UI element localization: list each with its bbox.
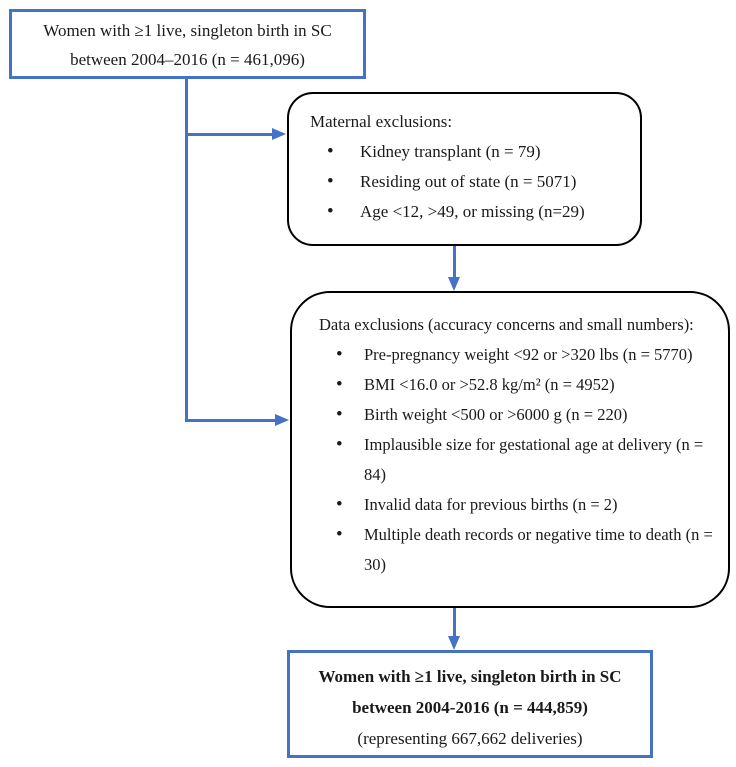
list-item: • Implausible size for gestational age at delivery (n = 84) (319, 430, 722, 490)
maternal-to-data-connector-line (453, 246, 456, 278)
source-box-line2: between 2004–2016 (n = 461,096) (70, 50, 305, 69)
list-item: • Kidney transplant (n = 79) (310, 137, 630, 167)
arrow-down-icon (448, 636, 460, 650)
maternal-exclusions-box (287, 92, 642, 246)
data-exclusions-list (319, 340, 722, 580)
data-exclusions-title: Data exclusions (accuracy concerns and small numbers): (319, 315, 694, 334)
list-item: • Residing out of state (n = 5071) (310, 167, 630, 197)
final-box-line2: between 2004-2016 (n = 444,859) (352, 698, 588, 717)
maternal-exclusions-title: Maternal exclusions: (310, 112, 453, 131)
branch-to-data-exclusions-line (185, 419, 276, 422)
final-box-line1: Women with ≥1 live, singleton birth in SC (318, 667, 622, 686)
arrow-right-icon (275, 414, 289, 426)
arrow-down-icon (448, 277, 460, 291)
branch-to-maternal-exclusions-line (185, 133, 274, 136)
list-item: • Invalid data for previous births (n = 2) (319, 490, 722, 520)
list-item: • Age <12, >49, or missing (n=29) (310, 197, 630, 227)
arrow-right-icon (272, 128, 286, 140)
data-to-final-connector-line (453, 608, 456, 637)
list-item: • Pre-pregnancy weight <92 or >320 lbs (n = 5770) (319, 340, 722, 370)
data-exclusions-box (290, 291, 730, 608)
maternal-exclusions-list (310, 137, 630, 227)
main-vertical-connector-line (185, 79, 188, 422)
final-cohort-box (287, 650, 653, 758)
list-item: • BMI <16.0 or >52.8 kg/m² (n = 4952) (319, 370, 722, 400)
final-box-line3: (representing 667,662 deliveries) (357, 729, 583, 748)
list-item: • Multiple death records or negative time to death (n = 30) (319, 520, 722, 580)
list-item: • Birth weight <500 or >6000 g (n = 220) (319, 400, 722, 430)
source-box-line1: Women with ≥1 live, singleton birth in SC (43, 21, 332, 40)
source-population-box (9, 9, 366, 79)
